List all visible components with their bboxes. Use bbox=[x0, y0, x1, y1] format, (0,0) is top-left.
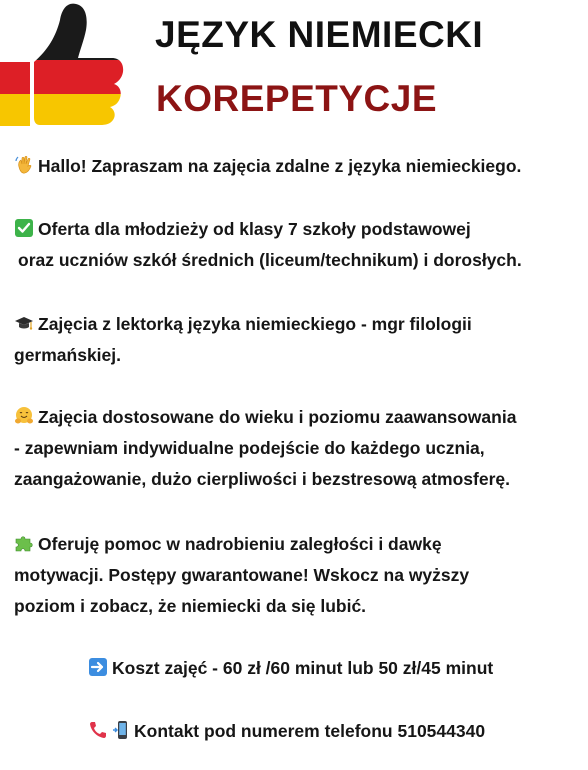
page-title: JĘZYK NIEMIECKI bbox=[155, 14, 484, 55]
offer-paragraph bbox=[14, 214, 584, 276]
teacher-paragraph bbox=[14, 309, 584, 371]
price-text: Koszt zajęć - 60 zł /60 minut lub 50 zł/45 minut bbox=[112, 658, 494, 678]
help-text-1: Oferuję pomoc w nadrobieniu zaległości i dawkę bbox=[38, 534, 442, 554]
text-line bbox=[88, 653, 588, 684]
check-mark-icon bbox=[14, 218, 34, 238]
text-line bbox=[14, 309, 584, 340]
greeting-text: Hallo! Zapraszam na zajęcia zdalne z języka niemieckiego. bbox=[38, 156, 522, 176]
text-line bbox=[14, 214, 584, 245]
telephone-icon bbox=[88, 720, 108, 740]
price-paragraph bbox=[88, 653, 588, 684]
mobile-phone-icon bbox=[112, 720, 132, 740]
offer-text-2: oraz uczniów szkół średnich (liceum/technikum) i dorosłych. bbox=[18, 250, 522, 270]
offer-text-1: Oferta dla młodzieży od klasy 7 szkoły podstawowej bbox=[38, 219, 471, 239]
hugging-face-icon bbox=[14, 406, 34, 426]
text-line bbox=[14, 151, 584, 182]
approach-paragraph bbox=[14, 402, 584, 495]
approach-text-3: zaangażowanie, dużo cierpliwości i bezstresową atmosferę. bbox=[14, 469, 510, 489]
contact-text: Kontakt pod numerem telefonu 510544340 bbox=[134, 721, 486, 741]
help-text-2: motywacji. Postępy gwarantowane! Wskocz na wyższy bbox=[14, 565, 470, 585]
help-paragraph bbox=[14, 529, 584, 622]
help-text-3: poziom i zobacz, że niemiecki da się lubić. bbox=[14, 596, 367, 616]
contact-paragraph bbox=[88, 716, 588, 747]
text-line bbox=[14, 529, 584, 560]
teacher-text-2: germańskiej. bbox=[14, 345, 121, 365]
text-line bbox=[88, 716, 588, 747]
puzzle-piece-icon bbox=[14, 533, 34, 553]
graduation-cap-icon bbox=[14, 313, 34, 333]
approach-text-1: Zajęcia dostosowane do wieku i poziomu zaawansowania bbox=[38, 407, 517, 427]
teacher-text-1: Zajęcia z lektorką języka niemieckiego - mgr filologii bbox=[38, 314, 472, 334]
page-subtitle: KOREPETYCJE bbox=[156, 78, 438, 119]
greeting-paragraph bbox=[14, 151, 584, 182]
text-line bbox=[14, 402, 584, 433]
approach-text-2: - zapewniam indywidualne podejście do każdego ucznia, bbox=[14, 438, 485, 458]
waving-hand-icon bbox=[14, 155, 34, 175]
right-arrow-icon bbox=[88, 657, 108, 677]
thumbs-up-flag-icon bbox=[0, 0, 124, 126]
